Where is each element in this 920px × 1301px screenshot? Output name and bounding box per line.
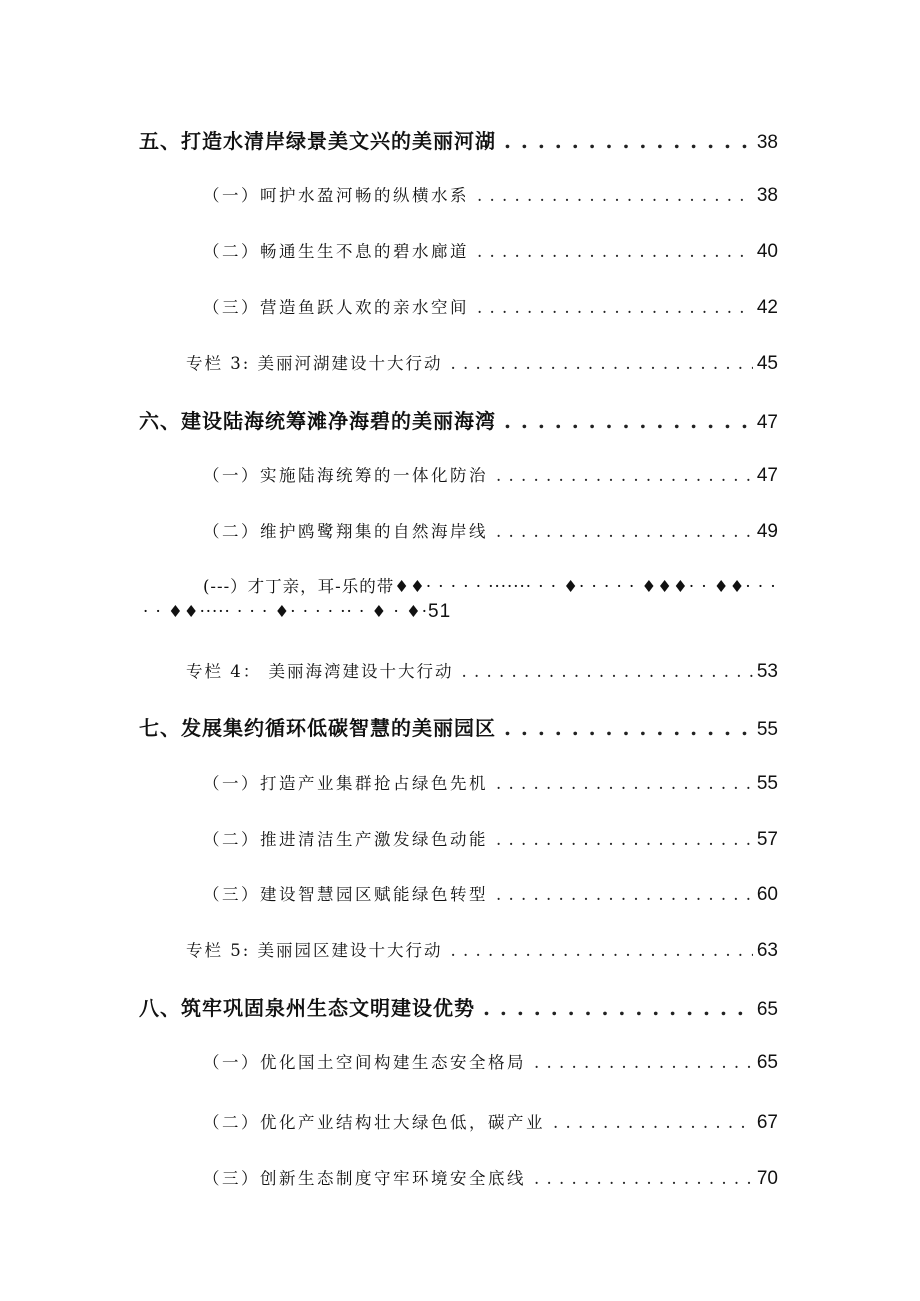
dot-leader <box>477 298 753 317</box>
dot-leader <box>462 662 753 681</box>
toc-entry-title: （一）优化国土空间构建生态安全格局 <box>203 1053 526 1072</box>
garbled-text: (---）才丁亲，耳-乐的带♦♦· · · · · ······· · · ♦· · · · · ♦♦♦· · ♦♦· · · <box>203 577 777 596</box>
toc-page-number: 51 <box>428 601 452 622</box>
dot-leader <box>534 1053 753 1072</box>
toc-page-number: 47 <box>756 412 778 433</box>
toc-entry-section-6[interactable] <box>139 405 778 434</box>
toc-entry-title: 专栏 3: 美丽河湖建设十大行动 <box>186 354 443 373</box>
toc-page-number: 38 <box>756 132 778 153</box>
toc-page-number: 53 <box>756 661 778 682</box>
toc-page-number: 55 <box>756 719 778 740</box>
toc-entry-title: 专栏 5: 美丽园区建设十大行动 <box>186 941 443 960</box>
dot-leader <box>483 996 753 1020</box>
dot-leader <box>496 466 753 485</box>
toc-entry-6-1[interactable] <box>203 462 778 487</box>
toc-entry-title: （三）建设智慧园区赋能绿色转型 <box>203 885 488 904</box>
toc-entry-6-3-garbled-continuation[interactable] <box>143 601 743 623</box>
toc-page-number: 60 <box>756 884 778 905</box>
toc-page-number: 47 <box>756 465 778 486</box>
toc-entry-7-3[interactable] <box>203 881 778 906</box>
toc-entry-column-3[interactable] <box>186 350 778 375</box>
toc-entry-8-2[interactable] <box>203 1109 778 1134</box>
dot-leader <box>496 885 753 904</box>
toc-entry-5-3[interactable] <box>203 294 778 319</box>
toc-page-number: 49 <box>756 521 778 542</box>
toc-page-number: 42 <box>756 297 778 318</box>
toc-entry-title: （三）创新生态制度守牢环境安全底线 <box>203 1169 526 1188</box>
dot-leader <box>496 830 753 849</box>
dot-leader <box>504 716 753 740</box>
toc-page-number: 57 <box>756 829 778 850</box>
toc-page-number: 67 <box>756 1112 778 1133</box>
dot-leader <box>496 774 753 793</box>
toc-page-number: 45 <box>756 353 778 374</box>
toc-page-number: 38 <box>756 185 778 206</box>
toc-page-number: 55 <box>756 773 778 794</box>
toc-entry-title: （二）优化产业结构壮大绿色低，碳产业 <box>203 1113 545 1132</box>
dot-leader <box>477 242 753 261</box>
toc-page-number: 65 <box>756 999 778 1020</box>
toc-entry-6-3-garbled[interactable] <box>203 573 803 597</box>
toc-entry-column-4[interactable] <box>186 658 778 683</box>
dot-leader <box>496 522 753 541</box>
toc-entry-5-2[interactable] <box>203 238 778 263</box>
toc-entry-title: 八、筑牢巩固泉州生态文明建设优势 <box>139 996 475 1020</box>
toc-page-number: 65 <box>756 1052 778 1073</box>
toc-entry-6-2[interactable] <box>203 518 778 543</box>
toc-entry-5-1[interactable] <box>203 182 778 207</box>
toc-entry-title: （二）推进清洁生产激发绿色动能 <box>203 830 488 849</box>
toc-entry-title: （三）营造鱼跃人欢的亲水空间 <box>203 298 469 317</box>
dot-leader <box>534 1169 753 1188</box>
dot-leader <box>451 941 753 960</box>
toc-entry-title: 专栏 4： 美丽海湾建设十大行动 <box>186 662 454 681</box>
toc-entry-8-1[interactable] <box>203 1049 778 1074</box>
toc-entry-title: （二）维护鸥鹭翔集的自然海岸线 <box>203 522 488 541</box>
toc-entry-7-2[interactable] <box>203 826 778 851</box>
dot-leader <box>504 409 753 433</box>
dot-leader <box>451 354 753 373</box>
toc-page-number: 63 <box>756 940 778 961</box>
toc-page-number: 40 <box>756 241 778 262</box>
toc-entry-title: （一）呵护水盈河畅的纵横水系 <box>203 186 469 205</box>
toc-entry-section-5[interactable] <box>139 125 778 154</box>
toc-entry-column-5[interactable] <box>186 937 778 962</box>
toc-entry-title: 六、建设陆海统筹滩净海碧的美丽海湾 <box>139 409 496 433</box>
garbled-text: · · ♦♦····· · · · ♦· · · · ·· · ♦ · ♦· <box>143 602 429 621</box>
toc-entry-7-1[interactable] <box>203 770 778 795</box>
toc-entry-title: 七、发展集约循环低碳智慧的美丽园区 <box>139 716 496 740</box>
toc-entry-8-3[interactable] <box>203 1165 778 1190</box>
toc-entry-title: （一）打造产业集群抢占绿色先机 <box>203 774 488 793</box>
toc-entry-title: （一）实施陆海统筹的一体化防治 <box>203 466 488 485</box>
toc-entry-title: 五、打造水清岸绿景美文兴的美丽河湖 <box>139 129 496 153</box>
dot-leader <box>477 186 753 205</box>
toc-page-number: 70 <box>756 1168 778 1189</box>
toc-entry-title: （二）畅通生生不息的碧水廊道 <box>203 242 469 261</box>
dot-leader <box>504 129 753 153</box>
toc-entry-section-7[interactable] <box>139 712 778 741</box>
toc-entry-section-8[interactable] <box>139 992 778 1021</box>
dot-leader <box>553 1113 753 1132</box>
